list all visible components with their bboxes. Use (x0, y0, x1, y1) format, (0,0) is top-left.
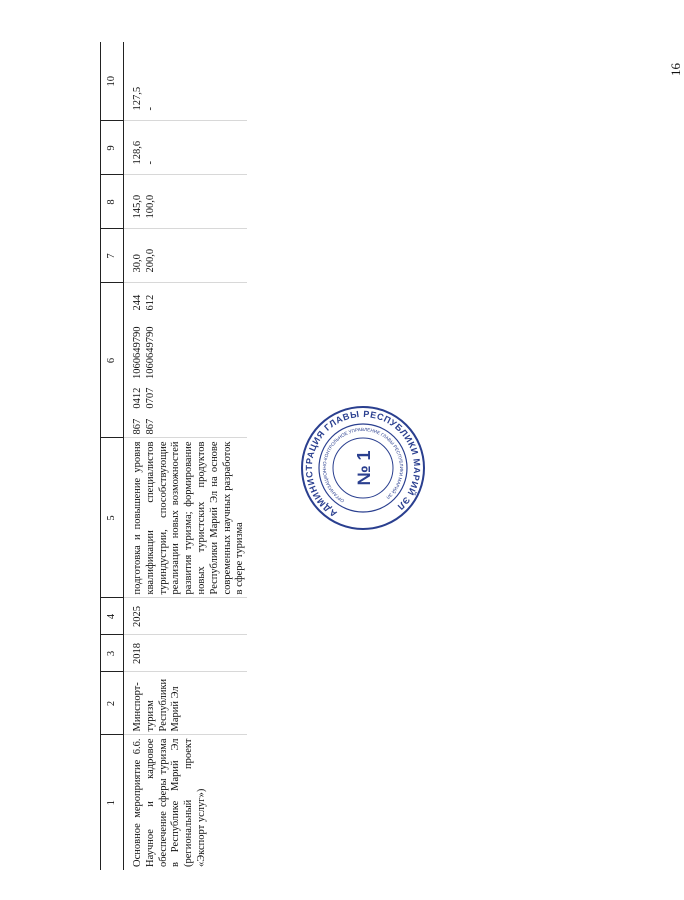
executor-cell: Минспорт-туризм Республики Марий Эл (124, 672, 248, 735)
amount-col10-cell (124, 42, 248, 121)
budget-code-row (132, 287, 145, 435)
amount-col8-cell (124, 175, 248, 229)
table-row (124, 42, 248, 870)
measure-name-cell: Основное мероприятие 6.6. Научное и кадровое обеспечение сферы туризма в Республике Марий Эл (региональный проект «Экспорт услуг») (132, 738, 207, 867)
program-table (100, 42, 247, 870)
official-seal (300, 405, 426, 531)
amount-col9-cell (124, 121, 248, 175)
budget-code-row (145, 287, 158, 435)
expense-type-code: 612 (144, 294, 156, 311)
target-article-code: 1060649790 (144, 326, 156, 379)
column-header-6: 6 (101, 283, 124, 438)
column-header-9: 9 (101, 121, 124, 175)
expense-type-code: 244 (132, 294, 143, 311)
column-header-2: 2 (101, 672, 124, 735)
seal-outer-text: АДМИНИСТРАЦИЯ ГЛАВЫ РЕСПУБЛИКИ МАРИЙ ЭЛ (303, 408, 423, 519)
amount-value: 100,0 (144, 194, 156, 219)
seal-center-number: № 1 (354, 450, 374, 486)
amount-value: 145,0 (132, 194, 143, 219)
column-header-3: 3 (101, 635, 124, 672)
column-header-8: 8 (101, 175, 124, 229)
start-year-cell: 2018 (124, 635, 248, 672)
amount-value: - (144, 107, 156, 111)
amount-value: 128,6 (132, 140, 143, 165)
page-number: 16 (668, 63, 683, 76)
column-header-10: 10 (101, 42, 124, 121)
seal-inner-text: ОРГАНИЗАЦИОННО-КОНТРОЛЬНОЕ УПРАВЛЕНИЕ ГЛАВЫ РЕСПУБЛИКИ МАРИЙ ЭЛ (321, 426, 405, 504)
end-year-cell: 2025 (124, 598, 248, 635)
header-row (101, 42, 124, 870)
section-code: 0707 (144, 387, 156, 409)
column-header-5: 5 (101, 438, 124, 598)
amount-value: - (144, 161, 156, 165)
column-header-4: 4 (101, 598, 124, 635)
target-article-code: 1060649790 (132, 326, 143, 379)
amount-col7-cell (124, 229, 248, 283)
section-code: 0412 (132, 387, 143, 409)
grbs-code: 867 (144, 418, 156, 435)
grbs-code: 867 (132, 418, 143, 435)
amount-value: 127,5 (132, 86, 143, 111)
amount-value: 30,0 (132, 254, 143, 273)
column-header-7: 7 (101, 229, 124, 283)
column-header-1: 1 (101, 735, 124, 870)
expected-result-cell: подготовка и повышение уровня квалификации специалистов туриндустрии, способствующие реализации новых возможностей развития туризма; формирование новых туристских продуктов Республики Марий Эл на основе современных научных разработок в сфере туризма (124, 438, 248, 598)
amount-value: 200,0 (144, 248, 156, 273)
budget-codes-cell (124, 283, 248, 438)
